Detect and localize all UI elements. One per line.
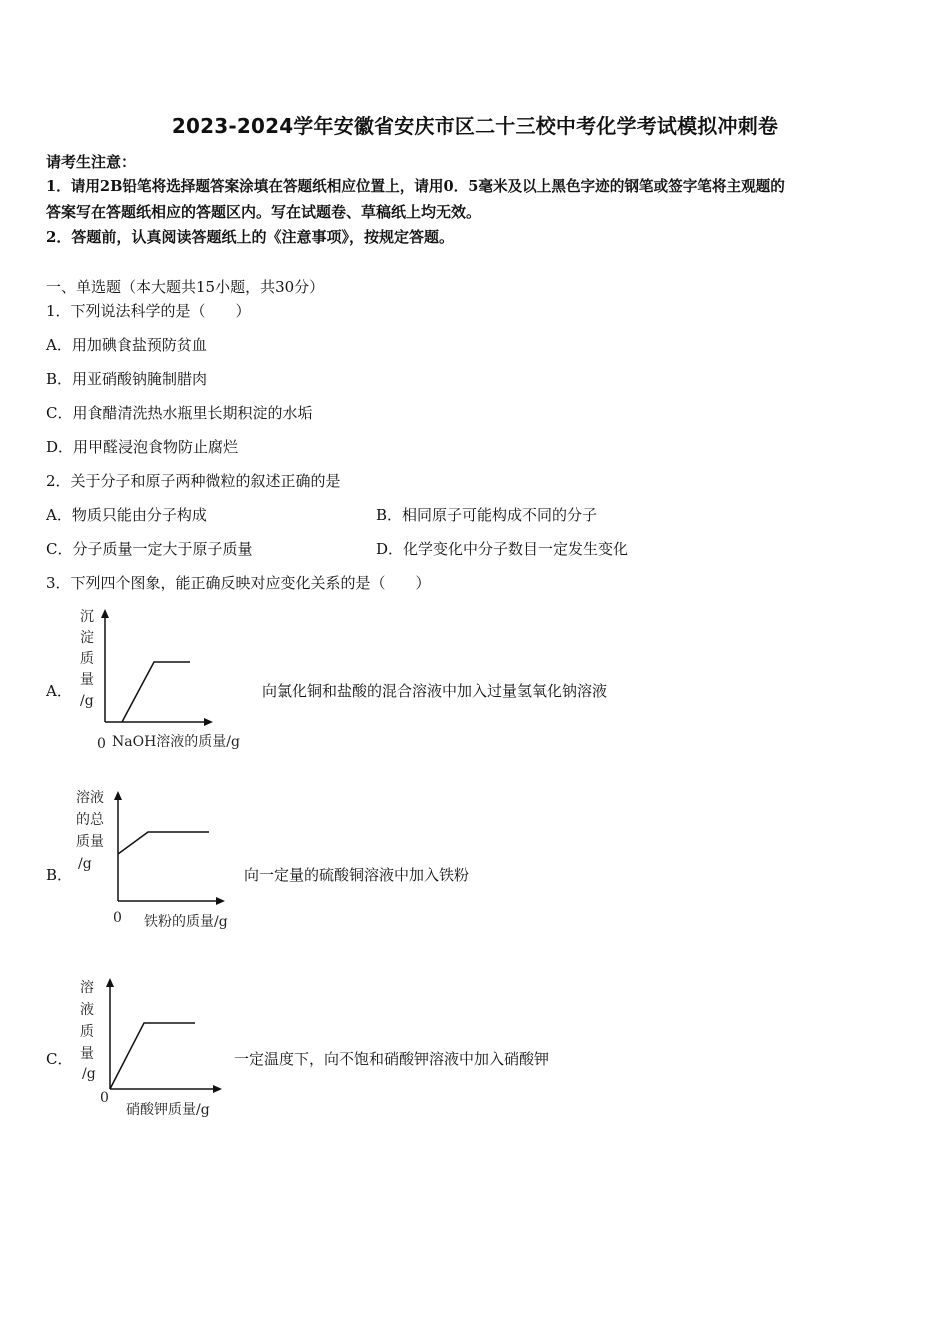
graph-c-ylabel-3: 质 [80,1024,94,1040]
graph-a-xlabel: NaOH溶液的质量/g [112,734,240,750]
graph-b-ylabel-1: 溶液 [76,790,104,806]
q1-option-b: B．用亚硝酸钠腌制腊肉 [46,370,208,388]
q3-option-c-desc: 一定温度下，向不饱和硝酸钾溶液中加入硝酸钾 [234,1050,550,1068]
q3-option-a-letter: A． [46,682,72,700]
section-heading: 一、单选题（本大题共15小题，共30分） [46,278,325,296]
graph-c-ylabel-5: /g [82,1066,96,1082]
graph-b-ylabel-4: /g [78,856,92,872]
graph-b-ylabel-3: 质量 [76,834,104,850]
q2-option-c: C．分子质量一定大于原子质量 [46,540,253,558]
page-title: 2023-2024学年安徽省安庆市区二十三校中考化学考试模拟冲刺卷 [171,114,779,138]
q3-option-a-desc: 向氯化铜和盐酸的混合溶液中加入过量氢氧化钠溶液 [262,682,608,700]
graph-c-origin: 0 [100,1090,109,1106]
graph-a-ylabel-2: 淀 [80,630,94,646]
q3-graph-a [70,600,270,752]
q3-option-c-letter: C． [46,1050,73,1068]
graph-b-y-arrow [114,791,122,800]
graph-a-ylabel-5: /g [80,693,94,709]
q2-option-d: D．化学变化中分子数目一定发生变化 [376,540,629,558]
graph-b-origin: 0 [113,910,122,926]
graph-c-ylabel-2: 液 [80,1002,94,1018]
graph-a-ylabel-1: 沉 [80,609,94,625]
graph-c-x-arrow [213,1085,222,1093]
graph-a-y-arrow [101,609,109,618]
graph-b-ylabel-2: 的总 [76,812,104,828]
graph-c-xlabel: 硝酸钾质量/g [126,1102,210,1118]
q1-stem: 1．下列说法科学的是（ ） [46,302,251,320]
graph-c-curve [110,1023,195,1089]
graph-c-ylabel-1: 溶 [80,980,94,996]
q1-option-a: A．用加碘食盐预防贫血 [46,336,207,354]
q2-option-a: A．物质只能由分子构成 [46,506,207,524]
graph-a-curve [122,662,190,722]
q3-option-b-letter: B． [46,866,73,884]
notice-heading: 请考生注意： [46,153,137,171]
graph-c-y-arrow [106,978,114,987]
q3-stem: 3．下列四个图象，能正确反映对应变化关系的是（ ） [46,574,431,592]
graph-b-curve [118,832,209,854]
q3-graph-b [70,778,260,938]
graph-b-x-arrow [216,897,225,905]
graph-a-x-arrow [204,718,213,726]
graph-c-ylabel-4: 量 [80,1046,94,1062]
q3-graph-c [70,968,250,1128]
graph-a-origin: 0 [97,736,106,752]
q3-option-b-desc: 向一定量的硫酸铜溶液中加入铁粉 [244,866,470,884]
q1-option-c: C．用食醋清洗热水瓶里长期积淀的水垢 [46,404,313,422]
graph-a-ylabel-3: 质 [80,651,94,667]
q1-option-d: D．用甲醛浸泡食物防止腐烂 [46,438,239,456]
graph-b-xlabel: 铁粉的质量/g [144,914,228,930]
notice-line-1b: 答案写在答题纸相应的答题区内。写在试题卷、草稿纸上均无效。 [46,203,482,221]
notice-line-2: 2．答题前，认真阅读答题纸上的《注意事项》，按规定答题。 [46,228,454,246]
q2-stem: 2．关于分子和原子两种微粒的叙述正确的是 [46,472,341,490]
notice-line-1a: 1．请用2B铅笔将选择题答案涂填在答题纸相应位置上，请用0．5毫米及以上黑色字迹的钢笔或签字笔将主观题的 [46,178,785,195]
graph-a-ylabel-4: 量 [80,672,94,688]
q2-option-b: B．相同原子可能构成不同的分子 [376,506,598,524]
